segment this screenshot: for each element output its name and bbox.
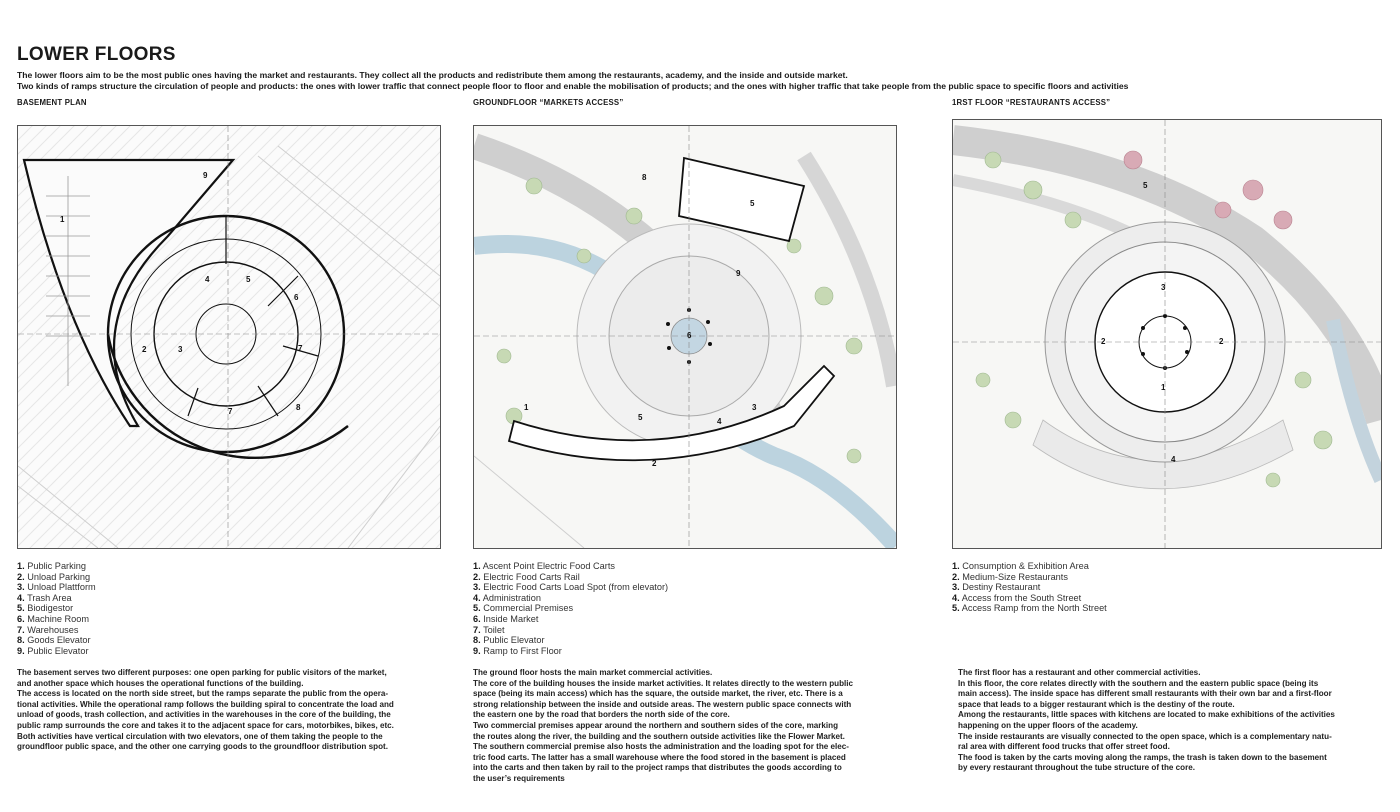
description-line: the user’s requirements [473, 773, 565, 783]
plan-label: 1 [1161, 383, 1166, 392]
legend-item: 6. Inside Market [473, 613, 539, 624]
plan-label: 9 [736, 269, 741, 278]
plan-label: 2 [142, 345, 147, 354]
description-line: into the carts and then taken by rail to the project ramps that distributes the goods according to [473, 763, 842, 773]
intro-line: Two kinds of ramps structure the circulation of people and products: the ones with lower traffic that connect people floor to floor and enable the mobilisation of products; and the ones with higher traffic that take people from the public space to specific floors and activities [17, 81, 1129, 91]
firstfloor-legend [952, 561, 1107, 614]
plan-label: 1 [524, 403, 529, 412]
legend-item: 5. Access Ramp from the North Street [952, 603, 1107, 614]
legend-item: 3. Electric Food Carts Load Spot (from elevator) [473, 582, 669, 593]
description-line: ral area with different food trucks that offer street food. [958, 742, 1170, 752]
plan-label: 2 [652, 459, 657, 468]
firstfloor-plan-drawing [952, 119, 1382, 549]
plan-label: 9 [203, 171, 208, 180]
legend-item: 5. Biodigestor [17, 603, 74, 614]
plan-label: 5 [750, 199, 755, 208]
legend-item: 4. Access from the South Street [952, 592, 1082, 603]
plan-label: 6 [294, 293, 299, 302]
description-line: happening on the upper floors of the academy. [958, 720, 1138, 730]
legend-item: 3. Destiny Restaurant [952, 582, 1041, 593]
plan-label: 2 [1101, 337, 1106, 346]
description-line: space (being its main access) which has the square, the outside market, the river, etc. There is a [473, 689, 843, 699]
basement-description [17, 668, 394, 753]
basement-legend [17, 561, 96, 656]
description-line: tric food carts. The latter has a small warehouse where the food stored in the basement is placed [473, 752, 846, 762]
legend-item: 1. Ascent Point Electric Food Carts [473, 561, 615, 571]
plan-label: 4 [717, 417, 722, 426]
legend-item: 1. Public Parking [17, 561, 86, 571]
plan-label: 8 [642, 173, 647, 182]
description-line: The basement serves two different purposes: one open parking for public visitors of the market, [17, 668, 387, 677]
legend-item: 8. Public Elevator [473, 635, 545, 646]
groundfloor-plan-drawing [473, 125, 897, 549]
legend-item: 7. Toilet [473, 624, 505, 635]
legend-item: 4. Administration [473, 592, 541, 603]
page-title: LOWER FLOORS [17, 44, 176, 65]
legend-item: 2. Unload Parking [17, 571, 91, 582]
intro-line: The lower floors aim to be the most public ones having the market and restaurants. They collect all the products and redistribute them among the restaurants, academy, and the inside and outside market. [17, 70, 848, 80]
plan-label: 7 [228, 407, 233, 416]
description-line: unload of goods, trash collection, and activities in the warehouses in the core of the building, the [17, 710, 391, 720]
legend-item: 5. Commercial Premises [473, 603, 574, 614]
description-line: space that leads to a bigger restaurant which is the destiny of the route. [958, 699, 1235, 709]
description-line: Two commercial premises appear around the northern and southern sides of the core, marking [473, 720, 839, 730]
description-line: In this floor, the core relates directly with the southern and the eastern public space (being its [958, 678, 1319, 688]
description-line: main access). The inside space has different small restaurants with their own bar and a first-floor [958, 689, 1332, 699]
plan-label: 1 [60, 215, 65, 224]
plan-label: 4 [1171, 455, 1176, 464]
legend-item: 6. Machine Room [17, 613, 90, 624]
plan-label: 4 [205, 275, 210, 284]
basement-plan-drawing [17, 125, 441, 549]
legend-item: 4. Trash Area [17, 592, 72, 603]
basement-plan-title: BASEMENT PLAN [17, 98, 87, 107]
legend-item: 9. Ramp to First Floor [473, 645, 562, 656]
plan-label: 8 [296, 403, 301, 412]
plan-label: 5 [1143, 181, 1148, 190]
description-line: tional activities. While the operational ramp follows the building spiral to concentrate the load and [17, 699, 394, 709]
plan-label: 7 [298, 344, 303, 353]
legend-item: 7. Warehouses [17, 624, 79, 635]
plan-label: 6 [687, 331, 692, 340]
description-line: the eastern one by the road that borders the north side of the core. [473, 710, 730, 720]
legend-item: 1. Consumption & Exhibition Area [952, 561, 1089, 571]
description-line: public ramp surrounds the core and takes it to the adjacent space for cars, motorbikes, bikes, etc. [17, 720, 394, 730]
legend-item: 2. Electric Food Carts Rail [473, 571, 580, 582]
intro-text [17, 70, 1387, 92]
description-line: The ground floor hosts the main market commercial activities. [473, 668, 713, 677]
description-line: Both activities have vertical circulation with two elevators, one of them taking the people to the [17, 731, 383, 741]
description-line: The core of the building houses the inside market activities. It relates directly to the western public [473, 678, 854, 688]
plan-label: 5 [246, 275, 251, 284]
legend-item: 2. Medium-Size Restaurants [952, 571, 1068, 582]
description-line: and another space which houses the operational functions of the building. [17, 678, 304, 688]
firstfloor-description [958, 668, 1335, 774]
plan-label: 3 [752, 403, 757, 412]
groundfloor-description [473, 668, 853, 785]
legend-item: 8. Goods Elevator [17, 635, 91, 646]
description-line: strong relationship between the inside and outside areas. The western public space connects with [473, 699, 852, 709]
description-line: by every restaurant throughout the tube structure of the core. [958, 763, 1196, 773]
groundfloor-plan-title: GROUNDFLOOR “MARKETS ACCESS” [473, 98, 624, 107]
description-line: The inside restaurants are visually connected to the open space, which is a complementary natu- [958, 731, 1332, 741]
plan-label: 3 [178, 345, 183, 354]
description-line: groundfloor public space, and the other one carrying goods to the groundfloor distribution spot. [17, 742, 388, 752]
firstfloor-plan-title: 1RST FLOOR “RESTAURANTS ACCESS” [952, 98, 1111, 107]
groundfloor-legend [473, 561, 668, 656]
description-line: the routes along the river, the building and the southern outside activities like the Flower Market. [473, 731, 845, 741]
legend-item: 9. Public Elevator [17, 645, 89, 656]
plan-label: 5 [638, 413, 643, 422]
description-line: The southern commercial premise also hosts the administration and the loading spot for the elec- [473, 742, 849, 752]
plan-label: 3 [1161, 283, 1166, 292]
legend-item: 3. Unload Plattform [17, 582, 96, 593]
description-line: Among the restaurants, little spaces with kitchens are located to make exhibitions of the activities [958, 710, 1335, 720]
description-line: The first floor has a restaurant and other commercial activities. [958, 668, 1201, 677]
description-line: The food is taken by the carts moving along the ramps, the trash is taken down to the basement [958, 752, 1327, 762]
description-line: The access is located on the north side street, but the ramps separate the public from the opera- [17, 689, 389, 699]
plan-label: 2 [1219, 337, 1224, 346]
